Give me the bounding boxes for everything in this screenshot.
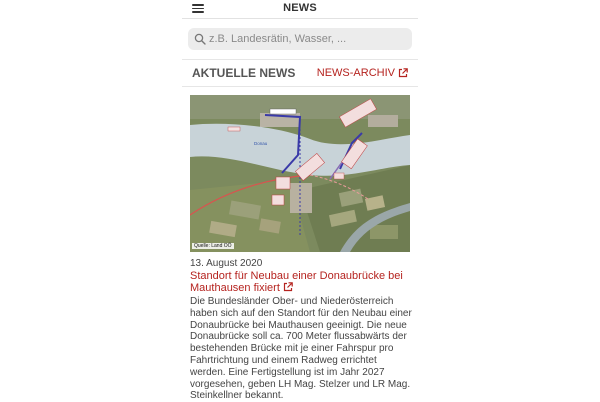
news-archive-label: NEWS-ARCHIV bbox=[316, 67, 395, 79]
search-bar[interactable] bbox=[188, 28, 412, 50]
image-credit: Quelle: Land OÖ bbox=[194, 243, 232, 249]
divider bbox=[182, 86, 418, 87]
external-link-icon bbox=[398, 68, 408, 78]
article-image[interactable] bbox=[190, 95, 410, 252]
top-bar bbox=[182, 0, 418, 19]
article-date: 13. August 2020 bbox=[190, 258, 263, 269]
page-title: NEWS bbox=[283, 2, 317, 14]
divider bbox=[182, 59, 418, 60]
article-body: Die Bundesländer Ober- und Niederösterreich haben sich auf den Standort für den Neubau einer Donaubrücke bei Mauthausen geeinigt. Die neue Donaubrücke soll ca. 700 Meter flussabwärts der bestehenden Brücke mit je einer Fahrspur pro Fahrtrichtung und einem Radweg errichtet werden. Eine Fertigstellung ist im Jahr 2027 vorgesehen, geben LH Mag. Stelzer und LR Mag. Steinkellner bekannt. bbox=[190, 296, 412, 402]
search-icon bbox=[194, 33, 206, 45]
section-title: AKTUELLE NEWS bbox=[192, 66, 296, 80]
svg-text:Donau: Donau bbox=[254, 141, 268, 146]
aerial-map-image bbox=[190, 95, 410, 252]
article-title-link[interactable] bbox=[190, 270, 412, 294]
phone-screen bbox=[182, 0, 418, 400]
external-link-icon bbox=[283, 282, 293, 292]
news-archive-link[interactable] bbox=[317, 67, 408, 79]
search-input[interactable] bbox=[209, 31, 405, 47]
article-title: Standort für Neubau einer Donaubrücke bei Mauthausen fixiert bbox=[190, 270, 403, 294]
